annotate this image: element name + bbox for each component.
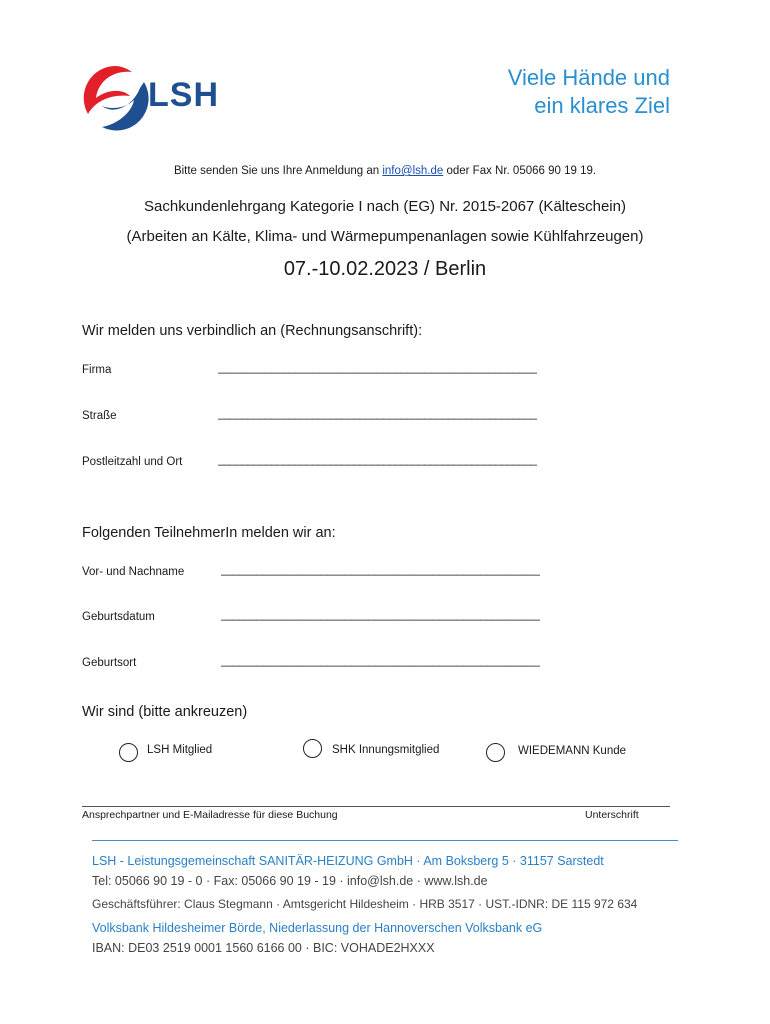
radio-label-wiedemann-kunde: WIEDEMANN Kunde (518, 745, 627, 757)
field-line-name[interactable]: ______________________________________________________ (221, 564, 540, 576)
field-line-plz-ort[interactable]: ______________________________________________________ (218, 454, 537, 466)
slogan-line-1: Viele Hände und (507, 65, 670, 90)
signature-label: Unterschrift (585, 809, 639, 821)
slogan-line-2: ein klares Ziel (534, 93, 670, 118)
email-link[interactable]: info@lsh.de (382, 165, 444, 177)
radio-label-lsh-mitglied: LSH Mitglied (147, 744, 213, 756)
billing-heading: Wir melden uns verbindlich an (Rechnungsanschrift): (82, 323, 423, 339)
radio-label-shk-innungsmitglied: SHK Innungsmitglied (332, 744, 440, 756)
membership-heading: Wir sind (bitte ankreuzen) (82, 704, 248, 720)
slogan (508, 64, 670, 120)
field-label-firma: Firma (82, 364, 112, 376)
footer-divider (92, 840, 678, 841)
footer-contact: Tel: 05066 90 19 - 0 · Fax: 05066 90 19 - 19 · info@lsh.de · www.lsh.de (92, 874, 488, 888)
radio-wiedemann-kunde[interactable] (486, 743, 505, 762)
intro-suffix: oder Fax Nr. 05066 90 19 19. (443, 165, 597, 177)
logo-text: LSH (148, 76, 219, 114)
field-label-strasse: Straße (82, 410, 117, 422)
radio-lsh-mitglied[interactable] (119, 743, 138, 762)
field-line-geburtsort[interactable]: ______________________________________________________ (221, 655, 540, 667)
footer-iban: IBAN: DE03 2519 0001 1560 6166 00 · BIC: VOHADE2HXXX (92, 941, 435, 955)
intro-text (0, 165, 770, 177)
participant-heading: Folgenden TeilnehmerIn melden wir an: (82, 525, 336, 541)
footer-company: LSH - Leistungsgemeinschaft SANITÄR-HEIZUNG GmbH · Am Boksberg 5 · 31157 Sarstedt (92, 854, 604, 868)
field-label-geburtsort: Geburtsort (82, 657, 137, 669)
field-line-strasse[interactable]: ______________________________________________________ (218, 408, 537, 420)
field-line-firma[interactable]: ______________________________________________________ (218, 362, 537, 374)
course-title-line-2: (Arbeiten an Kälte, Klima- und Wärmepumpenanlagen sowie Kühlfahrzeugen) (126, 228, 644, 245)
radio-shk-innungsmitglied[interactable] (303, 739, 322, 758)
contact-label: Ansprechpartner und E-Mailadresse für diese Buchung (82, 809, 338, 821)
footer-registry: Geschäftsführer: Claus Stegmann · Amtsgericht Hildesheim · HRB 3517 · UST.-IDNR: DE 115 972 634 (92, 897, 638, 911)
footer-bank: Volksbank Hildesheimer Börde, Niederlassung der Hannoverschen Volksbank eG (92, 921, 543, 935)
field-line-geburtsdatum[interactable]: ______________________________________________________ (221, 609, 540, 621)
course-date-location: 07.-10.02.2023 / Berlin (283, 258, 487, 280)
field-label-geburtsdatum: Geburtsdatum (82, 611, 155, 623)
course-title-line-1: Sachkundenlehrgang Kategorie I nach (EG) Nr. 2015-2067 (Kälteschein) (144, 198, 626, 215)
lsh-logo-icon (82, 64, 152, 132)
signature-line (82, 806, 670, 807)
field-label-plz-ort: Postleitzahl und Ort (82, 456, 183, 468)
field-label-name: Vor- und Nachname (82, 566, 185, 578)
intro-prefix: Bitte senden Sie uns Ihre Anmeldung an (173, 165, 383, 177)
